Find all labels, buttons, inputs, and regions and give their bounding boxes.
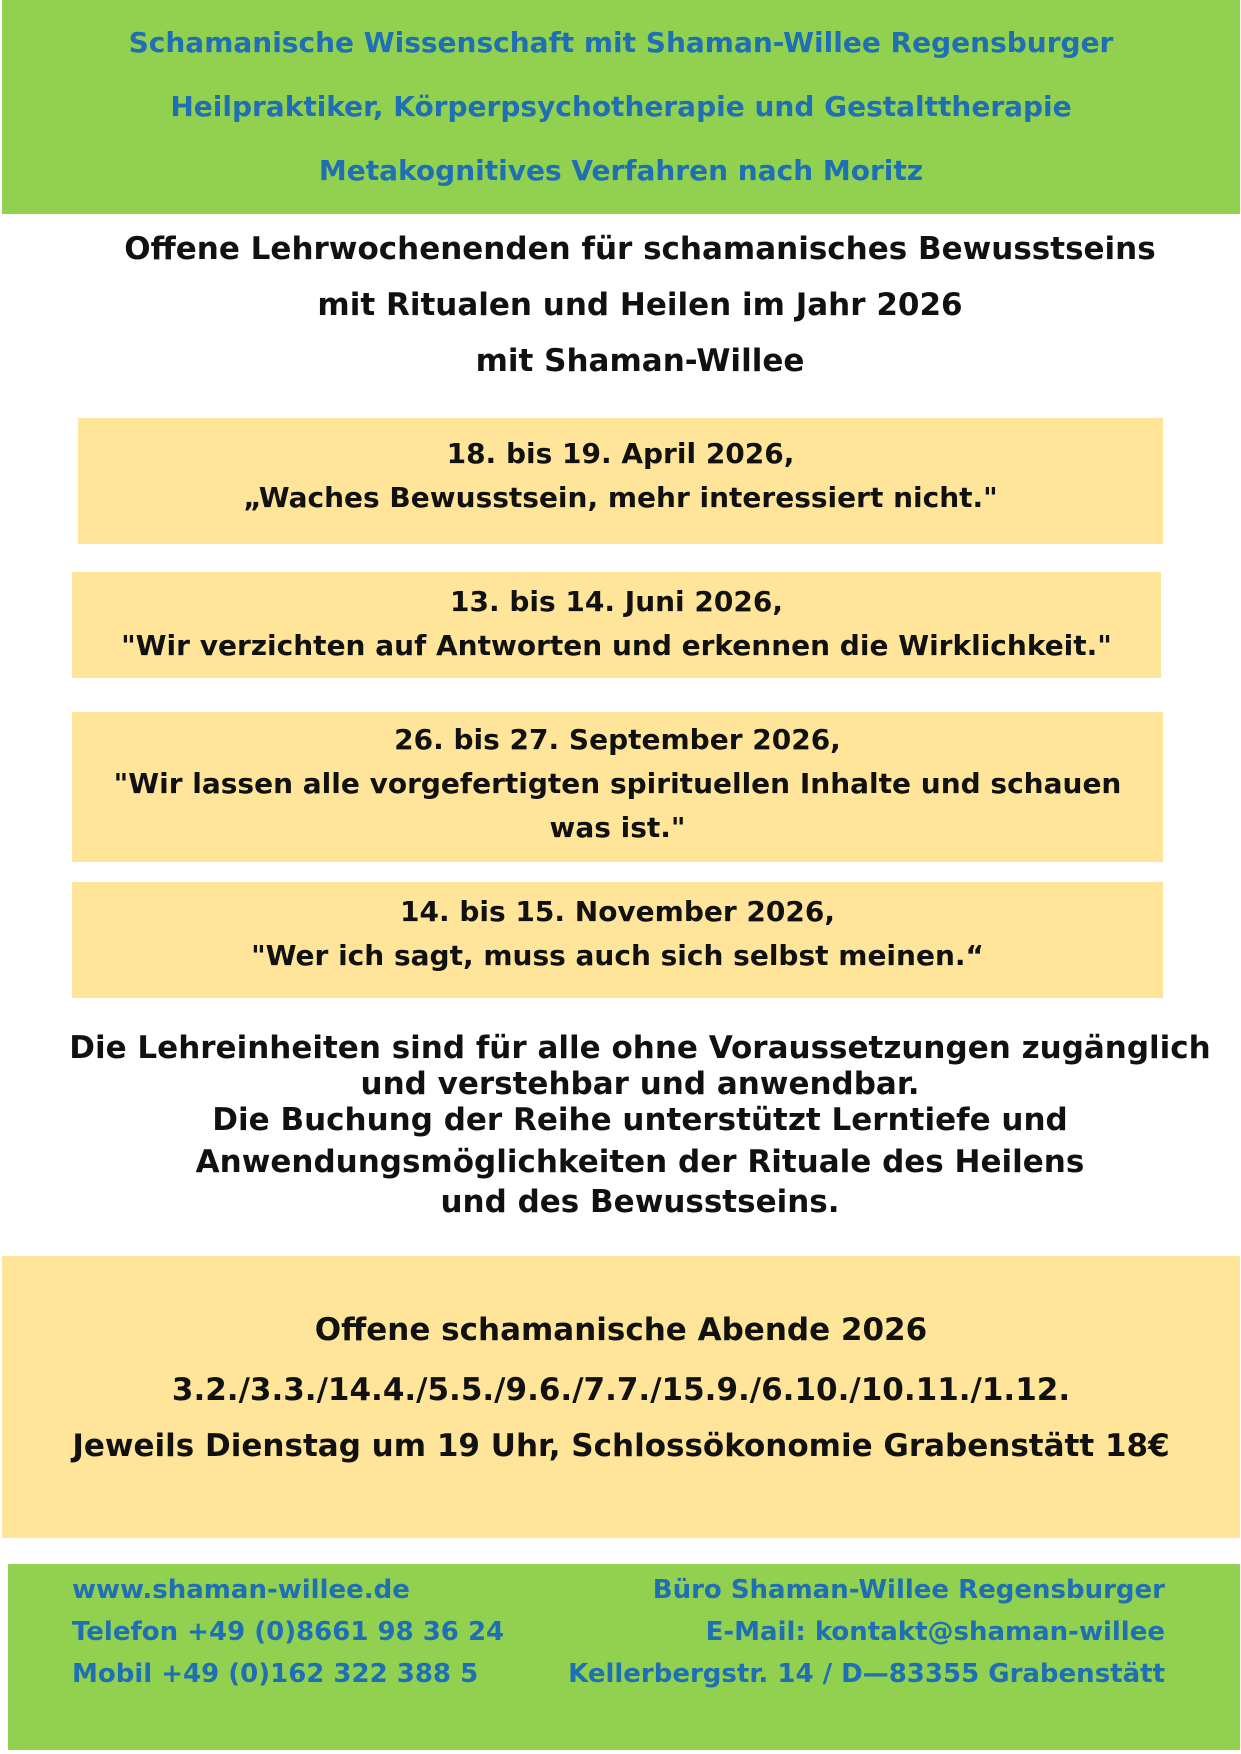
header-line-2: Heilpraktiker, Körperpsychotherapie und Gestalttherapie — [170, 90, 1072, 123]
info-line-4: Anwendungsmöglichkeiten der Rituale des Heilens — [195, 1144, 1085, 1180]
evenings-title: Offene schamanische Abende 2026 — [314, 1312, 928, 1348]
address: Kellerbergstr. 14 / D—83355 Grabenstätt — [568, 1659, 1165, 1689]
info-line-3: Die Buchung der Reihe unterstützt Lerntiefe und — [212, 1102, 1068, 1138]
event-quote: „Waches Bewusstsein, mehr interessiert nicht." — [243, 481, 998, 514]
website-link[interactable]: www.shaman-willee.de — [72, 1575, 410, 1605]
mobile-number: Mobil +49 (0)162 322 388 5 — [72, 1659, 479, 1689]
evenings-dates: 3.2./3.3./14.4./5.5./9.6./7.7./15.9./6.10./10.11./1.12. — [171, 1372, 1071, 1408]
header-line-1: Schamanische Wissenschaft mit Shaman-Willee Regensburger — [128, 26, 1114, 59]
event-quote: "Wer ich sagt, muss auch sich selbst meinen.“ — [251, 939, 984, 972]
evenings-box — [2, 1256, 1240, 1538]
header-line-3: Metakognitives Verfahren nach Moritz — [318, 154, 924, 187]
event-quote: "Wir verzichten auf Antworten und erkennen die Wirklichkeit." — [121, 629, 1112, 662]
phone-number: Telefon +49 (0)8661 98 36 24 — [72, 1617, 505, 1647]
event-box-june — [72, 572, 1161, 678]
event-box-april — [78, 418, 1163, 544]
event-date: 26. bis 27. September 2026, — [394, 723, 841, 756]
event-date: 13. bis 14. Juni 2026, — [450, 585, 783, 618]
footer-banner — [8, 1564, 1240, 1750]
info-line-5: und des Bewusstseins. — [440, 1184, 840, 1220]
event-quote: "Wir lassen alle vorgefertigten spirituellen Inhalte und schauen was ist." — [113, 767, 1122, 844]
evenings-details: Jeweils Dienstag um 19 Uhr, Schlossökonomie Grabenstätt 18€ — [72, 1428, 1170, 1464]
event-box-november — [72, 882, 1163, 998]
title-line-2: mit Ritualen und Heilen im Jahr 2026 — [317, 287, 963, 323]
email-link[interactable]: E-Mail: kontakt@shaman-willee — [705, 1617, 1165, 1647]
event-box-september — [72, 712, 1163, 862]
info-line-1: Die Lehreinheiten sind für alle ohne Voraussetzungen zugänglich — [69, 1030, 1211, 1066]
title-line-1: Offene Lehrwochenenden für schamanisches Bewusstseins — [124, 231, 1156, 267]
header-banner — [2, 0, 1240, 214]
title-line-3: mit Shaman-Willee — [475, 343, 805, 379]
event-date: 18. bis 19. April 2026, — [446, 437, 795, 470]
office-name: Büro Shaman-Willee Regensburger — [652, 1575, 1165, 1605]
event-date: 14. bis 15. November 2026, — [400, 895, 835, 928]
info-line-2: und verstehbar und anwendbar. — [360, 1066, 920, 1102]
